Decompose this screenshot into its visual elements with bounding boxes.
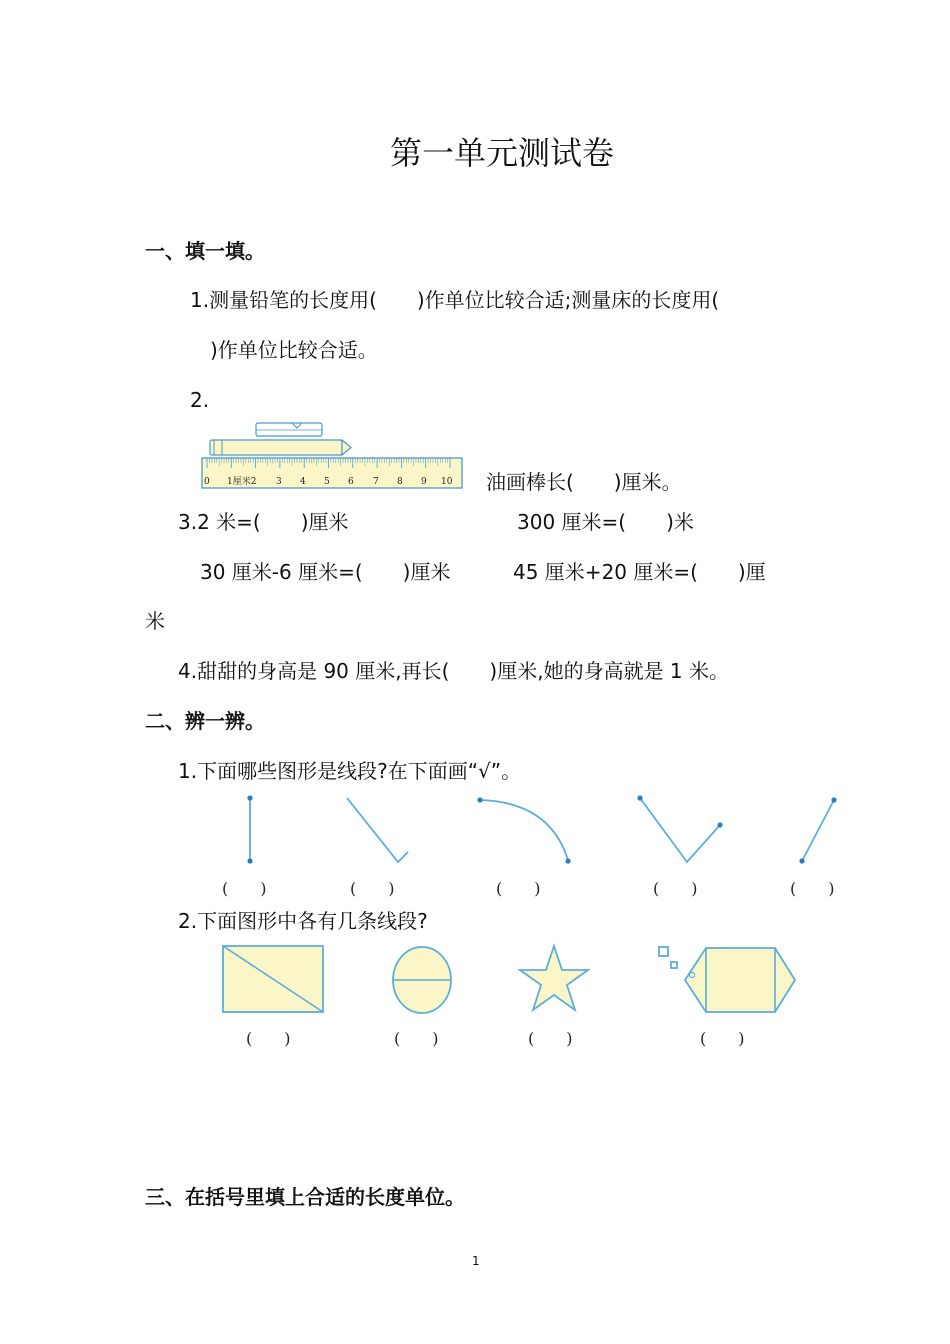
ruler-crayon-illustration	[200, 420, 465, 492]
question-1-3a: 3.2 米=( )厘米	[178, 510, 349, 534]
shape-figures	[215, 940, 805, 1020]
section-heading-2: 二、辨一辨。	[145, 709, 265, 733]
answer-paren[interactable]: ( )	[394, 1029, 439, 1048]
question-1-2-text: 油画棒长( )厘米。	[486, 470, 682, 494]
answer-paren[interactable]: ( )	[222, 879, 267, 898]
question-1-4: 4.甜甜的身高是 90 厘米,再长( )厘米,她的身高就是 1 米。	[178, 659, 730, 683]
ruler-label: 0	[204, 477, 210, 487]
star-shape	[520, 946, 588, 1010]
question-1-1-line2: )作单位比较合适。	[210, 338, 378, 362]
ruler-label: 5	[324, 477, 330, 487]
ruler-label: 10	[441, 477, 453, 487]
figure-angle	[640, 798, 720, 862]
ruler-label: 6	[348, 477, 354, 487]
answer-paren[interactable]: ( )	[700, 1029, 745, 1048]
hexagon-shape	[685, 948, 795, 1012]
question-1-3b: 300 厘米=( )米	[517, 510, 694, 534]
ruler-label: 4	[300, 477, 306, 487]
question-2-2: 2.下面图形中各有几条线段?	[178, 909, 428, 933]
question-1-1-line1: 1.测量铅笔的长度用( )作单位比较合适;测量床的长度用(	[190, 288, 720, 312]
bubble-square	[659, 947, 668, 956]
answer-paren[interactable]: ( )	[496, 879, 541, 898]
section-heading-1: 一、填一填。	[145, 239, 265, 263]
figure-ray	[347, 798, 408, 862]
answer-paren[interactable]: ( )	[246, 1029, 291, 1048]
ruler-label: 7	[373, 477, 379, 487]
figure-slanted-segment	[802, 800, 834, 861]
page-title: 第一单元测试卷	[390, 134, 615, 172]
fish-eye	[690, 973, 695, 978]
ruler-label: 1厘米2	[227, 477, 257, 487]
answer-paren[interactable]: ( )	[790, 879, 835, 898]
figure-arc	[480, 800, 568, 860]
question-1-3d-wrap: 米	[145, 609, 165, 633]
question-1-2-label: 2.	[190, 388, 210, 412]
answer-paren[interactable]: ( )	[350, 879, 395, 898]
section-heading-3: 三、在括号里填上合适的长度单位。	[145, 1185, 465, 1209]
line-figures	[230, 790, 850, 870]
page-number: 1	[472, 1254, 480, 1268]
question-1-3c: 30 厘米-6 厘米=( )厘米	[200, 560, 451, 584]
answer-paren[interactable]: ( )	[653, 879, 698, 898]
ruler-label: 9	[421, 477, 427, 487]
question-2-1: 1.下面哪些图形是线段?在下面画“√”。	[178, 759, 522, 783]
ruler-label: 8	[397, 477, 403, 487]
bubble-square-small	[671, 962, 677, 968]
answer-paren[interactable]: ( )	[528, 1029, 573, 1048]
question-1-3d: 45 厘米+20 厘米=( )厘	[513, 560, 766, 584]
ruler-label: 3	[276, 477, 282, 487]
